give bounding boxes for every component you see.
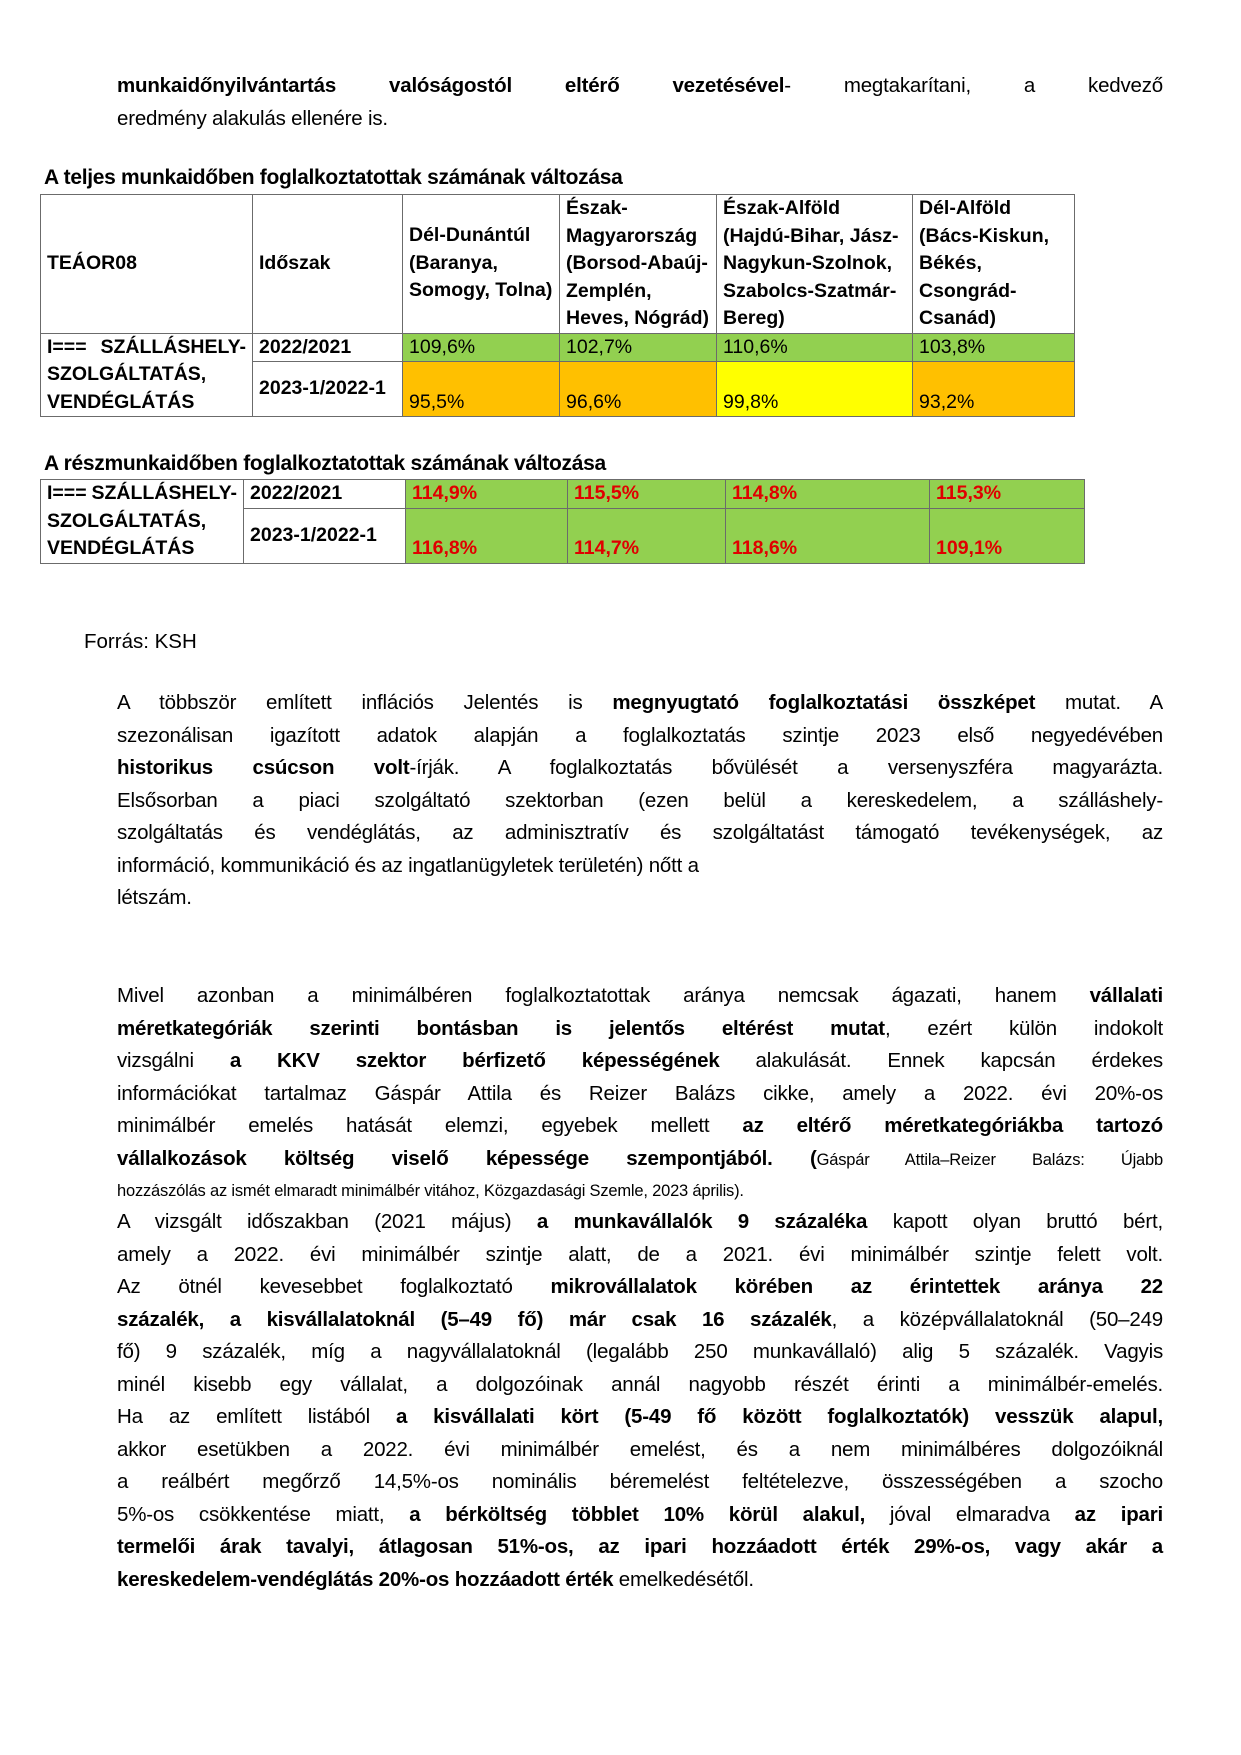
- header-period: Időszak: [253, 195, 403, 334]
- header-region-del-dunantul: Dél-Dunántúl (Baranya, Somogy, Tolna): [403, 195, 560, 334]
- period-cell: 2022/2021: [244, 480, 406, 509]
- value-cell: 95,5%: [403, 362, 560, 417]
- header-teaor: TEÁOR08: [41, 195, 253, 334]
- period-cell: 2023-1/2022-1: [244, 508, 406, 563]
- header-region-eszak-alfold: Észak-Alföld (Hajdú-Bihar, Jász- Nagykun-Szolnok, Szabolcs-Szatmár- Bereg): [717, 195, 913, 334]
- value-cell: 102,7%: [560, 333, 717, 362]
- paragraph-employment-overview: A többször említett inflációs Jelentés is megnyugtató foglalkoztatási összképet mutat. A szezonálisan igazított adatok alapján a foglalkoztatás szintje 2023 első negyedévében historikus csúcson volt-írják. A foglalkoztatás bővülését a versenyszféra magyarázta. Elsősorban a piaci szolgáltató szektorban (ezen belül a kereskedelem, a szálláshely- szolgáltatás és vendéglátás, az adminisztratív és szolgáltatást támogató tevékenységek, az információ, kommunikáció és az ingatlanügyletek területén) nőtt a létszám.: [117, 691, 1164, 909]
- value-cell: 115,5%: [568, 480, 726, 509]
- value-cell: 103,8%: [913, 333, 1075, 362]
- value-cell: 109,1%: [930, 508, 1085, 563]
- value-cell: 110,6%: [717, 333, 913, 362]
- value-cell: 109,6%: [403, 333, 560, 362]
- value-cell: 96,6%: [560, 362, 717, 417]
- period-cell: 2023-1/2022-1: [253, 362, 403, 417]
- intro-text: - megtakarítani, a kedvező: [784, 74, 1163, 97]
- paragraph-sme-analysis: Mivel azonban a minimálbéren foglalkoztatottak aránya nemcsak ágazati, hanem vállalati méretkategóriák szerinti bontásban is jelentős eltérést mutat, ezért külön indokolt vizsgálni a KKV szektor bérfizető képességének alakulását. Ennek kapcsán érdekes információkat tartalmaz Gáspár Attila és Reizer Balázs cikke, amely a 2022. évi 20%-os minimálbér emelés hatását elemzi, egyebek mellett az eltérő méretkategóriákba tartozó vállalkozások költség viselő képessége szempontjából. (Gáspár Attila–Reizer Balázs: Újabb hozzászólás az ismét elmaradt minimálbér vitához, Közgazdasági Szemle, 2023 április). A vizsgált időszakban (2021 május) a munkavállalók 9 százaléka kapott olyan bruttó bért, amely a 2022. évi minimálbér szintje alatt, de a 2021. évi minimálbér szintje felett volt. Az ötnél kevesebbet foglalkoztató mikrovállalatok körében az érintettek aránya 22 százalék, a kisvállalatoknál (5–49 fő) már csak 16 százalék, a középvállalatoknál (50–249 fő) 9 százalék, míg a nagyvállalatoknál (legalább 250 munkavállaló) alig 5 százalék. Vagyis minél kisebb egy vállalat, a dolgozóinak annál nagyobb részét érinti a minimálbér-emelés. Ha az említett listából a kisvállalati kört (5-49 fő között foglalkoztatók) vesszük alapul, akkor esetükben a 2022. évi minimálbér emelést, és a nem minimálbéres dolgozóiknál a reálbért megőrző 14,5%-os nominális béremelést feltételezve, összességében a szocho 5%-os csökkentése miatt, a bérköltség többlet 10% körül alakul, jóval elmaradva az ipari termelői árak tavalyi, átlagosan 51%-os, az ipari hozzáadott érték 29%-os, vagy akár a kereskedelem-vendéglátás 20%-os hozzáadott érték emelkedésétől.: [117, 984, 1164, 1591]
- header-region-eszak-magyarorszag: Észak- Magyarország (Borsod-Abaúj- Zemplén, Heves, Nógrád): [560, 195, 717, 334]
- table1-title: A teljes munkaidőben foglalkoztatottak számának változása: [44, 166, 623, 189]
- part-time-employment-table: [40, 479, 1085, 564]
- value-cell: 116,8%: [406, 508, 568, 563]
- table1-header-row: [41, 195, 1075, 334]
- table-row: [41, 333, 1075, 362]
- value-cell: 118,6%: [726, 508, 930, 563]
- table-row: [41, 480, 1085, 509]
- value-cell: 93,2%: [913, 362, 1075, 417]
- intro-paragraph: [117, 70, 1163, 135]
- value-cell: 114,9%: [406, 480, 568, 509]
- table2-title: A részmunkaidőben foglalkoztatottak számának változása: [44, 452, 606, 475]
- intro-line2: eredmény alakulás ellenére is.: [117, 106, 388, 130]
- header-region-del-alfold: Dél-Alföld (Bács-Kiskun, Békés, Csongrád- Csanád): [913, 195, 1075, 334]
- value-cell: 114,7%: [568, 508, 726, 563]
- full-time-employment-table: [40, 194, 1075, 417]
- sector-cell: I=== SZÁLLÁSHELY- SZOLGÁLTATÁS, VENDÉGLÁTÁS: [41, 480, 244, 564]
- period-cell: 2022/2021: [253, 333, 403, 362]
- sector-cell: I=== SZÁLLÁSHELY- SZOLGÁLTATÁS, VENDÉGLÁTÁS: [41, 333, 253, 417]
- source-note: Forrás: KSH: [84, 630, 197, 653]
- intro-bold: munkaidőnyilvántartás valóságostól eltérő vezetésével: [117, 74, 785, 97]
- value-cell: 99,8%: [717, 362, 913, 417]
- value-cell: 114,8%: [726, 480, 930, 509]
- value-cell: 115,3%: [930, 480, 1085, 509]
